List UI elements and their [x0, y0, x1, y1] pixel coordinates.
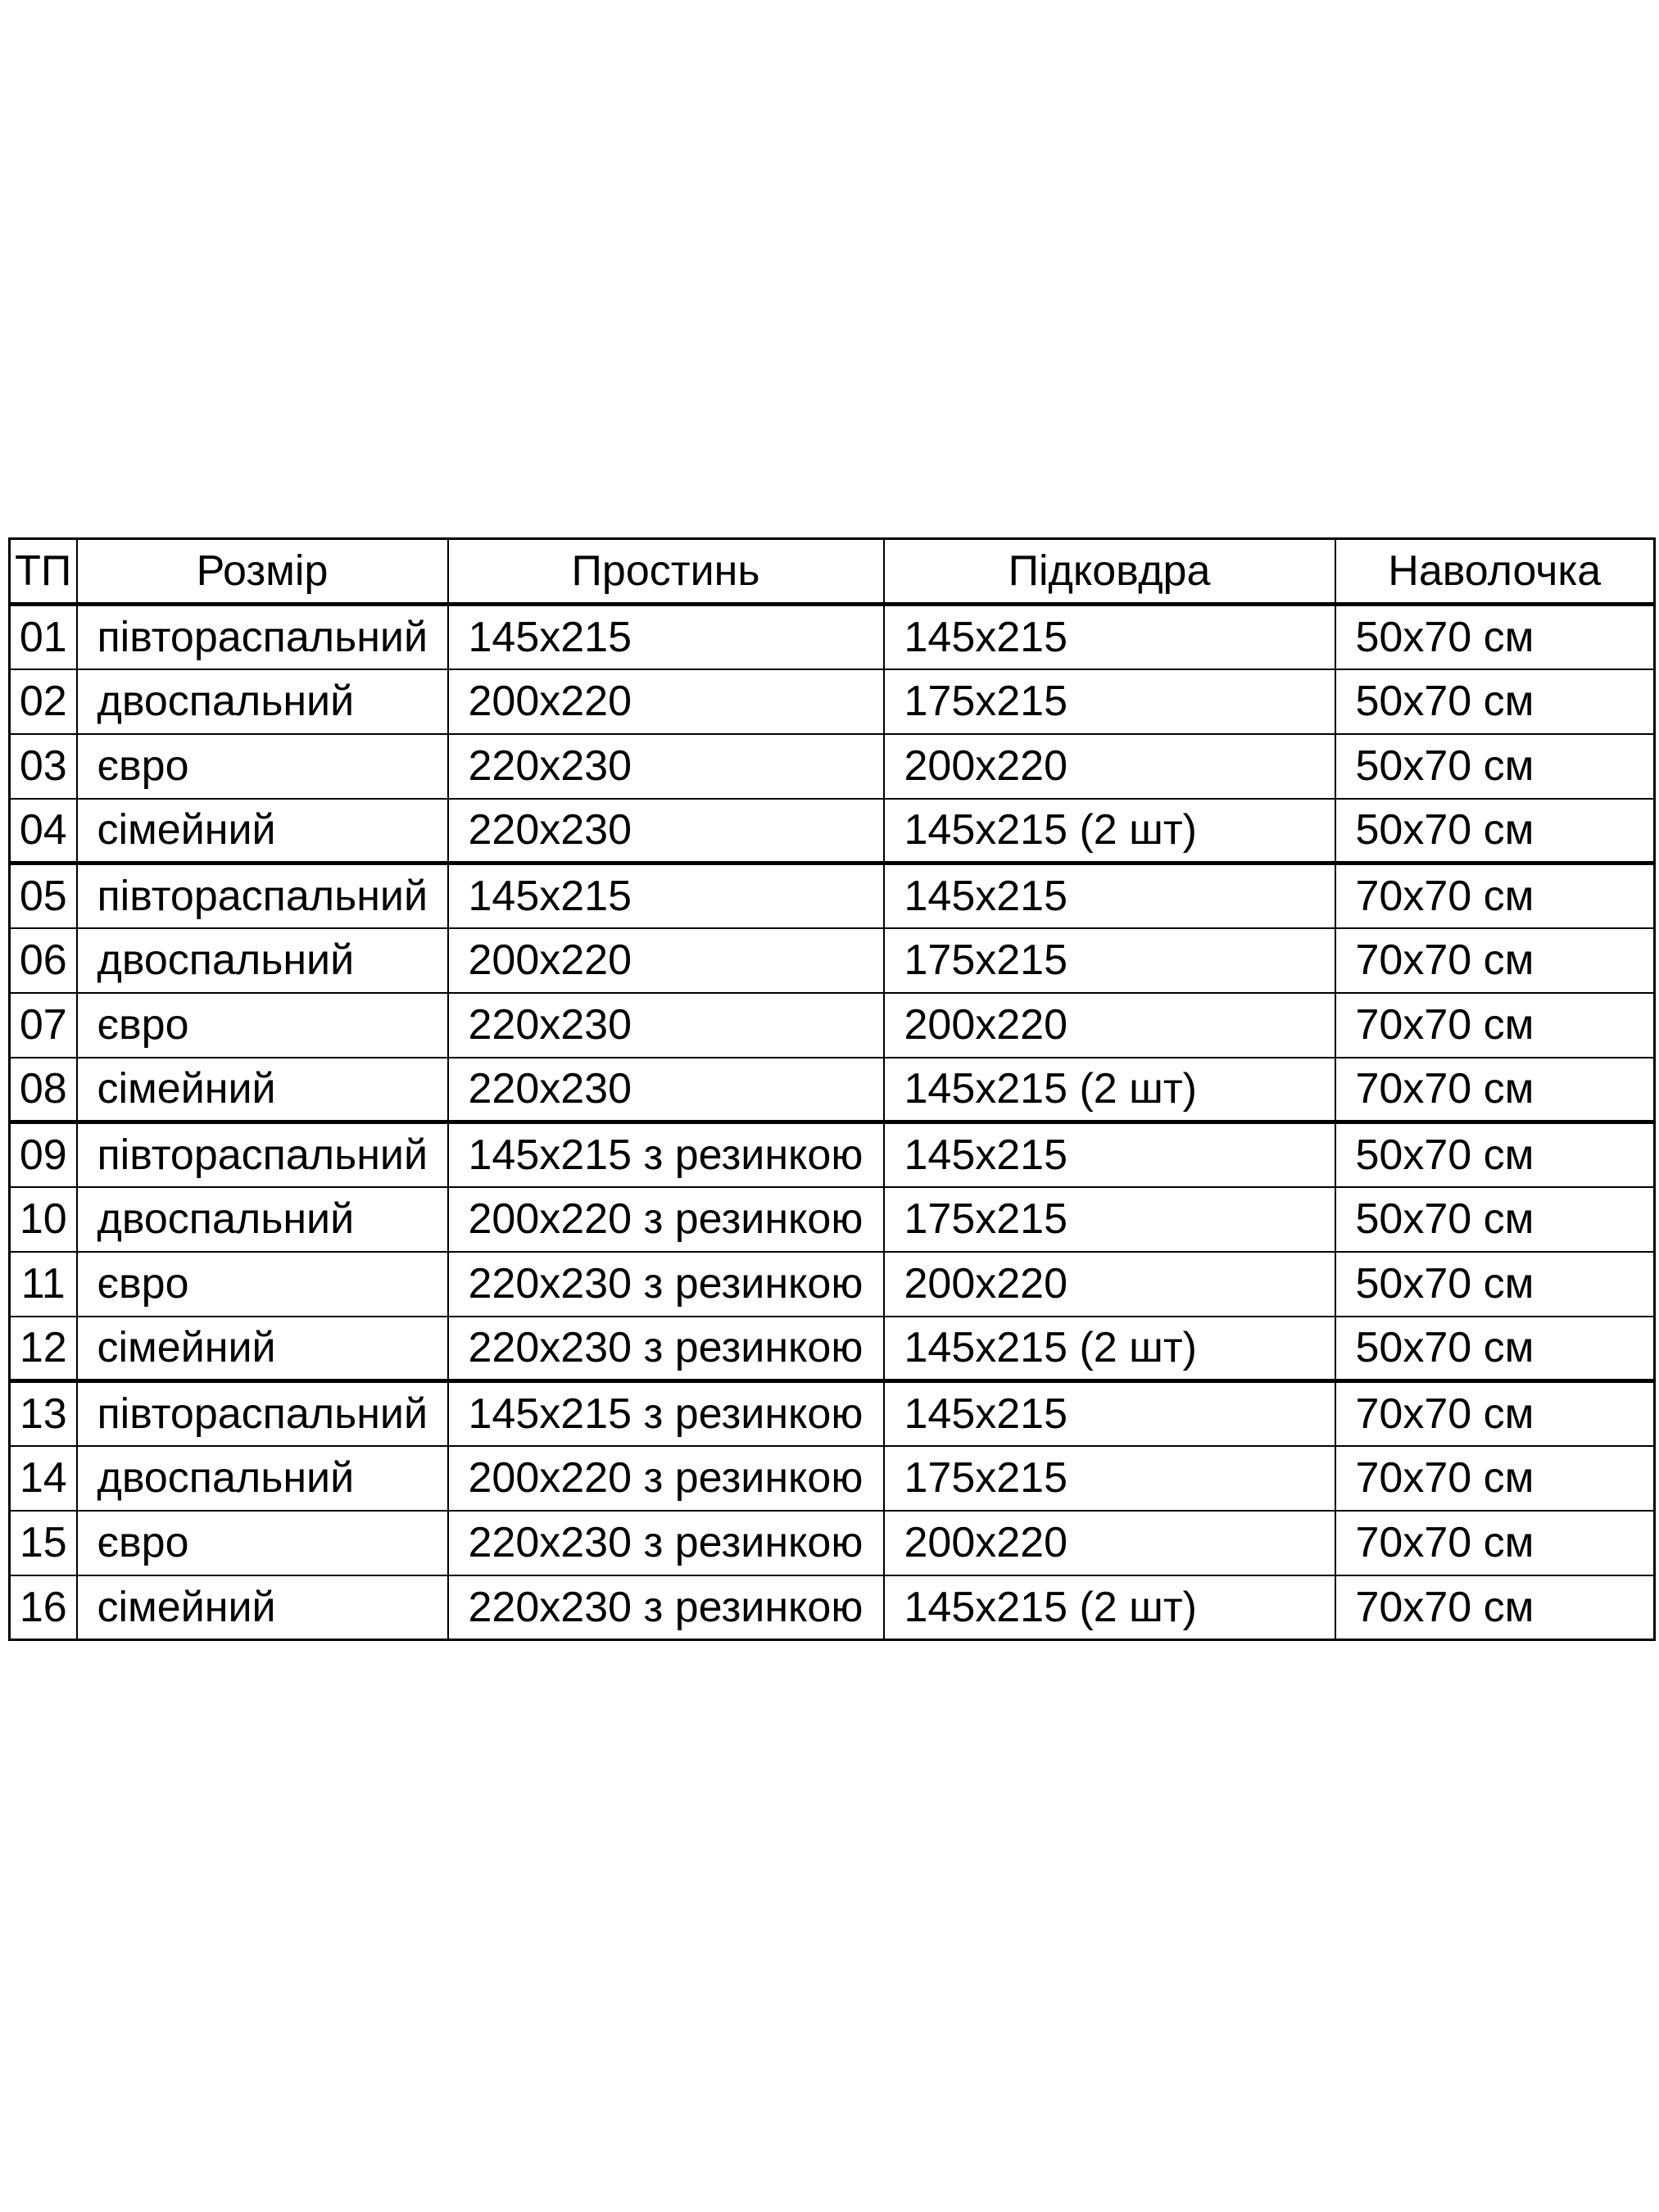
size-cell: сімейний [77, 1575, 448, 1640]
table-row [10, 1187, 1655, 1252]
sheet-cell: 200х220 [448, 928, 884, 993]
duvet-cell: 145х215 [884, 605, 1335, 669]
duvet-cell: 175х215 [884, 1187, 1335, 1252]
duvet-cell: 145х215 (2 шт) [884, 1317, 1335, 1381]
table-row [10, 605, 1655, 669]
duvet-cell: 175х215 [884, 669, 1335, 734]
pillow-cell: 70х70 см [1335, 1381, 1655, 1446]
size-cell: півтораспальний [77, 863, 448, 928]
table-row [10, 993, 1655, 1058]
pillow-cell: 70х70 см [1335, 863, 1655, 928]
sheet-cell: 220х230 [448, 1058, 884, 1122]
row-number-cell: 15 [10, 1511, 77, 1575]
duvet-cell: 145х215 (2 шт) [884, 1058, 1335, 1122]
table-row [10, 799, 1655, 863]
sheet-cell: 220х230 з резинкою [448, 1575, 884, 1640]
duvet-cell: 200х220 [884, 993, 1335, 1058]
size-cell: півтораспальний [77, 1381, 448, 1446]
sheet-cell: 220х230 з резинкою [448, 1317, 884, 1381]
sheet-cell: 200х220 з резинкою [448, 1446, 884, 1511]
sheet-cell: 145х215 з резинкою [448, 1122, 884, 1187]
table-row [10, 1122, 1655, 1187]
pillow-cell: 50х70 см [1335, 1252, 1655, 1317]
pillow-cell: 50х70 см [1335, 1317, 1655, 1381]
row-number-cell: 08 [10, 1058, 77, 1122]
table-row [10, 734, 1655, 799]
size-cell: сімейний [77, 1317, 448, 1381]
sheet-cell: 145х215 [448, 605, 884, 669]
duvet-cell: 175х215 [884, 928, 1335, 993]
duvet-cell: 145х215 [884, 1122, 1335, 1187]
pillow-cell: 70х70 см [1335, 1058, 1655, 1122]
pillow-cell: 50х70 см [1335, 799, 1655, 863]
column-header-sheet: Простинь [448, 539, 884, 605]
pillow-cell: 50х70 см [1335, 605, 1655, 669]
row-number-cell: 14 [10, 1446, 77, 1511]
table-row [10, 1511, 1655, 1575]
sheet-cell: 220х230 [448, 734, 884, 799]
size-cell: сімейний [77, 799, 448, 863]
size-cell: євро [77, 734, 448, 799]
row-number-cell: 13 [10, 1381, 77, 1446]
table-row [10, 928, 1655, 993]
column-header-duvet: Підковдра [884, 539, 1335, 605]
pillow-cell: 70х70 см [1335, 1446, 1655, 1511]
size-cell: євро [77, 1511, 448, 1575]
pillow-cell: 50х70 см [1335, 1187, 1655, 1252]
size-cell: двоспальний [77, 928, 448, 993]
column-header-tp: ТП [10, 539, 77, 605]
size-cell: півтораспальний [77, 1122, 448, 1187]
duvet-cell: 175х215 [884, 1446, 1335, 1511]
table-row [10, 669, 1655, 734]
pillow-cell: 70х70 см [1335, 993, 1655, 1058]
column-header-size: Розмір [77, 539, 448, 605]
table-row [10, 1575, 1655, 1640]
pillow-cell: 50х70 см [1335, 1122, 1655, 1187]
duvet-cell: 145х215 [884, 863, 1335, 928]
row-number-cell: 09 [10, 1122, 77, 1187]
row-number-cell: 03 [10, 734, 77, 799]
table-row [10, 1058, 1655, 1122]
sheet-cell: 220х230 [448, 799, 884, 863]
table-header-row [10, 539, 1655, 605]
table-row [10, 1446, 1655, 1511]
row-number-cell: 12 [10, 1317, 77, 1381]
duvet-cell: 200х220 [884, 1252, 1335, 1317]
sheet-cell: 220х230 [448, 993, 884, 1058]
pillow-cell: 70х70 см [1335, 1511, 1655, 1575]
row-number-cell: 16 [10, 1575, 77, 1640]
size-cell: євро [77, 993, 448, 1058]
duvet-cell: 145х215 (2 шт) [884, 799, 1335, 863]
pillow-cell: 70х70 см [1335, 1575, 1655, 1640]
row-number-cell: 04 [10, 799, 77, 863]
pillow-cell: 70х70 см [1335, 928, 1655, 993]
duvet-cell: 145х215 [884, 1381, 1335, 1446]
duvet-cell: 200х220 [884, 734, 1335, 799]
size-cell: півтораспальний [77, 605, 448, 669]
table-row [10, 1381, 1655, 1446]
sheet-cell: 200х220 [448, 669, 884, 734]
table-row [10, 1252, 1655, 1317]
sheet-cell: 145х215 з резинкою [448, 1381, 884, 1446]
row-number-cell: 05 [10, 863, 77, 928]
size-cell: двоспальний [77, 669, 448, 734]
row-number-cell: 06 [10, 928, 77, 993]
table-row [10, 863, 1655, 928]
row-number-cell: 11 [10, 1252, 77, 1317]
size-cell: двоспальний [77, 1187, 448, 1252]
pillow-cell: 50х70 см [1335, 734, 1655, 799]
column-header-pillow: Наволочка [1335, 539, 1655, 605]
sheet-cell: 200х220 з резинкою [448, 1187, 884, 1252]
row-number-cell: 02 [10, 669, 77, 734]
row-number-cell: 07 [10, 993, 77, 1058]
size-cell: двоспальний [77, 1446, 448, 1511]
sheet-cell: 220х230 з резинкою [448, 1511, 884, 1575]
duvet-cell: 200х220 [884, 1511, 1335, 1575]
size-cell: євро [77, 1252, 448, 1317]
table-row [10, 1317, 1655, 1381]
row-number-cell: 01 [10, 605, 77, 669]
bedding-size-table [8, 537, 1656, 1641]
sheet-cell: 145х215 [448, 863, 884, 928]
sheet-cell: 220х230 з резинкою [448, 1252, 884, 1317]
pillow-cell: 50х70 см [1335, 669, 1655, 734]
row-number-cell: 10 [10, 1187, 77, 1252]
size-cell: сімейний [77, 1058, 448, 1122]
duvet-cell: 145х215 (2 шт) [884, 1575, 1335, 1640]
